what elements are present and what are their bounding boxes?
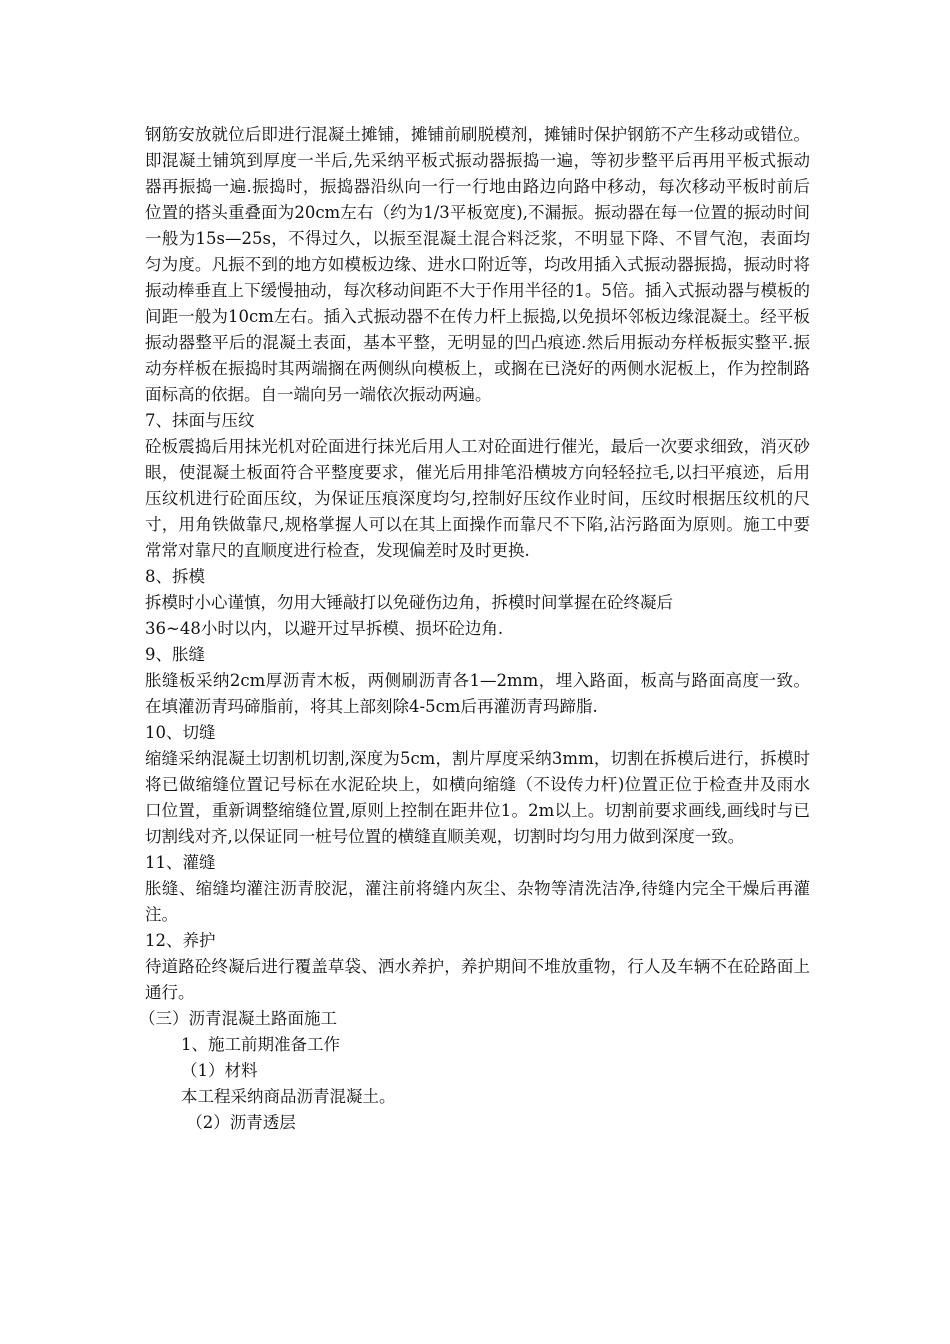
paragraph-cutting: 缩缝采纳混凝土切割机切割,深度为5cm，割片厚度采纳3mm，切割在拆模后进行，拆模时将已做缩缝位置记号标在水泥砼块上，如横向缩缝（不设传力杆)位置正位于检查井及雨水口位置，重新调整缩缝位置,原则上控制在距井位1。2m以上。切割前要求画线,画线时与已切割线对齐,以保证同一桩号位置的横缝直顺美观，切割时均匀用力做到深度一致。 — [145, 749, 810, 846]
heading-10: 10、切缝 — [145, 723, 216, 742]
paragraph-formwork-line2: 36~48小时以内，以避开过早拆模、损坏砼边角. — [145, 619, 504, 638]
subheading-preparation: 1、施工前期准备工作 — [181, 1035, 340, 1054]
subheading-prime-coat: （2）沥青透层 — [181, 1113, 296, 1132]
heading-9: 9、胀缝 — [145, 645, 205, 664]
paragraph-expansion-joint: 胀缝板采纳2cm厚沥青木板，两侧刷沥青各1—2mm，埋入路面，板高与路面高度一致。在填灌沥青玛碲脂前，将其上部刻除4-5cm后再灌沥青玛蹄脂. — [145, 671, 810, 716]
heading-8: 8、拆模 — [145, 567, 205, 586]
heading-7: 7、抹面与压纹 — [145, 411, 255, 430]
heading-11: 11、灌缝 — [145, 853, 216, 872]
paragraph-finishing: 砼板震捣后用抹光机对砼面进行抹光后用人工对砼面进行催光，最后一次要求细致，消灭砂眼，使混凝土板面符合平整度要求，催光后用排笔沿横坡方向轻轻拉毛,以扫平痕迹，后用压纹机进行砼面压纹，为保证压痕深度均匀,控制好压纹作业时间，压纹时根据压纹机的尺寸，用角铁做靠尺,规格掌握人可以在其上面操作而靠尺不下陷,沾污路面为原则。施工中要常常对靠尺的直顺度进行检查，发现偏差时及时更换. — [145, 437, 810, 560]
document-body — [139, 122, 810, 1136]
paragraph-materials: 本工程采纳商品沥青混凝土。 — [181, 1087, 396, 1106]
heading-12: 12、养护 — [145, 931, 216, 950]
subheading-materials: （1）材料 — [181, 1061, 258, 1080]
paragraph-curing: 待道路砼终凝后进行覆盖草袋、洒水养护，养护期间不堆放重物，行人及车辆不在砼路面上通行。 — [145, 957, 810, 1002]
paragraph-joint-filling: 胀缝、缩缝均灌注沥青胶泥，灌注前将缝内灰尘、杂物等清洗洁净,待缝内完全干燥后再灌注。 — [145, 879, 810, 924]
paragraph-vibration: 钢筋安放就位后即进行混凝土摊铺，摊铺前刷脱模剂，摊铺时保护钢筋不产生移动或错位。即混凝土铺筑到厚度一半后,先采纳平板式振动器振捣一遍，等初步整平后再用平板式振动器再振捣一遍.振捣时，振捣器沿纵向一行一行地由路边向路中移动，每次移动平板时前后位置的搭头重叠面为20cm左右（约为1/3平板宽度),不漏振。振动器在每一位置的振动时间一般为15s—25s，不得过久，以振至混凝土混合料泛浆，不明显下降、不冒气泡，表面均匀为度。凡振不到的地方如模板边缘、进水口附近等，均改用插入式振动器振捣，振动时将振动棒垂直上下缓慢抽动，每次移动间距不大于作用半径的1。5倍。插入式振动器与模板的间距一般为10cm左右。插入式振动器不在传力杆上振捣,以免损坏邻板边缘混凝土。经平板振动器整平后的混凝土表面，基本平整，无明显的凹凸痕迹.然后用振动夯样板振实整平.振动夯样板在振捣时其两端搁在两侧纵向模板上，或搁在已浇好的两侧水泥板上，作为控制路面标高的依据。自一端向另一端依次振动两遍。 — [145, 125, 810, 404]
paragraph-formwork-line1: 拆模时小心谨慎，勿用大锤敲打以免碰伤边角，拆模时间掌握在砼终凝后 — [145, 593, 673, 612]
section-heading-asphalt: （三）沥青混凝土路面施工 — [139, 1009, 337, 1028]
